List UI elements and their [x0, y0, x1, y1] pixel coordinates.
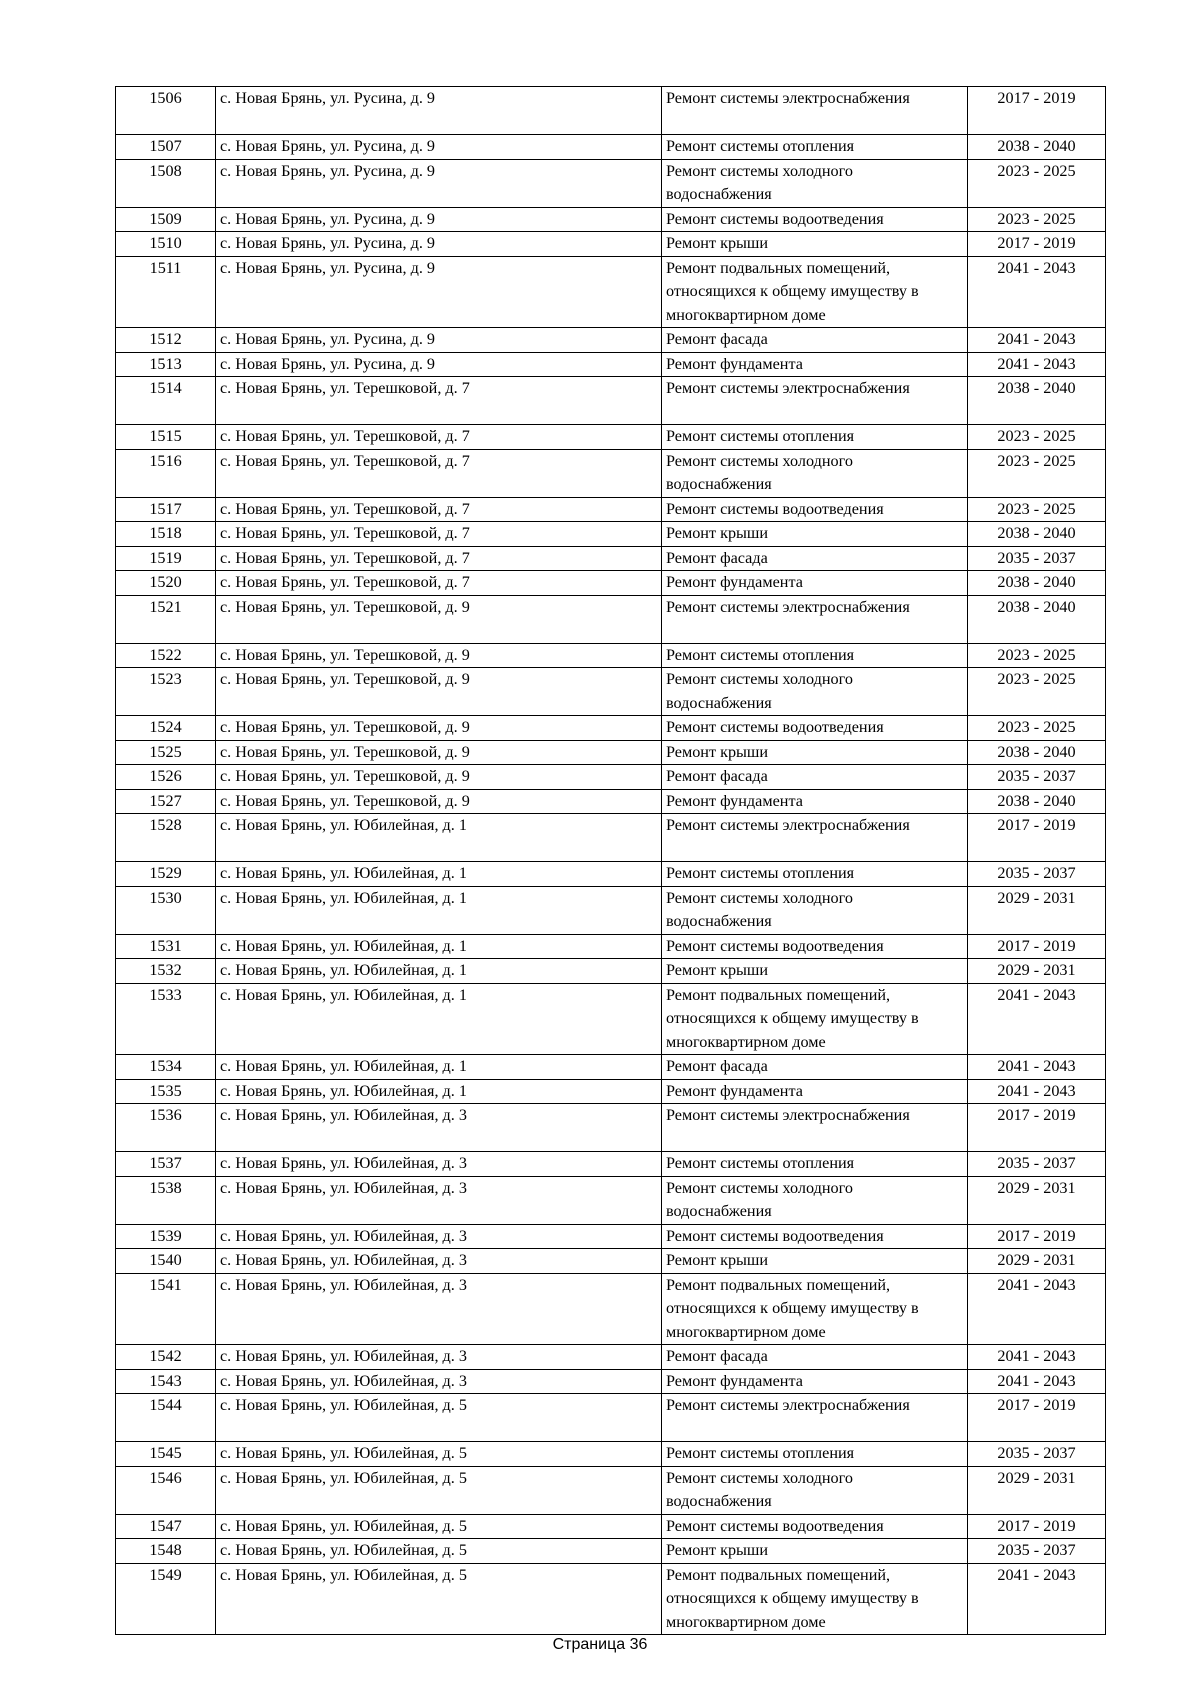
row-number-cell: 1521	[116, 595, 216, 643]
address-cell: с. Новая Брянь, ул. Юбилейная, д. 5	[216, 1442, 662, 1467]
address-cell: с. Новая Брянь, ул. Терешковой, д. 9	[216, 643, 662, 668]
row-number-cell: 1529	[116, 862, 216, 887]
work-type-cell: Ремонт системы водоотведения	[662, 1514, 968, 1539]
row-number-cell: 1519	[116, 546, 216, 571]
period-cell: 2038 - 2040	[968, 740, 1106, 765]
row-number-cell: 1525	[116, 740, 216, 765]
work-type-cell: Ремонт системы отопления	[662, 862, 968, 887]
period-cell: 2041 - 2043	[968, 1369, 1106, 1394]
table-row	[116, 207, 1106, 232]
table-row	[116, 1394, 1106, 1442]
address-cell: с. Новая Брянь, ул. Терешковой, д. 9	[216, 765, 662, 790]
period-cell: 2029 - 2031	[968, 959, 1106, 984]
period-cell: 2029 - 2031	[968, 1249, 1106, 1274]
address-cell: с. Новая Брянь, ул. Русина, д. 9	[216, 328, 662, 353]
row-number-cell: 1535	[116, 1079, 216, 1104]
period-cell: 2035 - 2037	[968, 765, 1106, 790]
row-number-cell: 1516	[116, 449, 216, 497]
work-type-cell: Ремонт системы холодного водоснабжения	[662, 668, 968, 716]
work-type-cell: Ремонт системы холодного водоснабжения	[662, 1176, 968, 1224]
table-row	[116, 1442, 1106, 1467]
row-number-cell: 1511	[116, 256, 216, 328]
period-cell: 2017 - 2019	[968, 1104, 1106, 1152]
address-cell: с. Новая Брянь, ул. Терешковой, д. 7	[216, 449, 662, 497]
work-type-cell: Ремонт системы электроснабжения	[662, 377, 968, 425]
period-cell: 2017 - 2019	[968, 934, 1106, 959]
address-cell: с. Новая Брянь, ул. Юбилейная, д. 5	[216, 1539, 662, 1564]
row-number-cell: 1522	[116, 643, 216, 668]
address-cell: с. Новая Брянь, ул. Русина, д. 9	[216, 352, 662, 377]
address-cell: с. Новая Брянь, ул. Юбилейная, д. 3	[216, 1369, 662, 1394]
work-type-cell: Ремонт системы водоотведения	[662, 497, 968, 522]
period-cell: 2041 - 2043	[968, 328, 1106, 353]
row-number-cell: 1530	[116, 886, 216, 934]
work-type-cell: Ремонт фасада	[662, 1055, 968, 1080]
address-cell: с. Новая Брянь, ул. Терешковой, д. 7	[216, 571, 662, 596]
table-row	[116, 1563, 1106, 1635]
work-type-cell: Ремонт фундамента	[662, 352, 968, 377]
address-cell: с. Новая Брянь, ул. Юбилейная, д. 3	[216, 1345, 662, 1370]
table-row	[116, 983, 1106, 1055]
address-cell: с. Новая Брянь, ул. Юбилейная, д. 1	[216, 814, 662, 862]
period-cell: 2023 - 2025	[968, 668, 1106, 716]
work-type-cell: Ремонт системы водоотведения	[662, 1224, 968, 1249]
work-type-cell: Ремонт подвальных помещений, относящихся к общему имуществу в многоквартирном доме	[662, 983, 968, 1055]
work-type-cell: Ремонт фасада	[662, 765, 968, 790]
table-row	[116, 1369, 1106, 1394]
address-cell: с. Новая Брянь, ул. Юбилейная, д. 1	[216, 934, 662, 959]
work-type-cell: Ремонт фасада	[662, 328, 968, 353]
work-type-cell: Ремонт системы холодного водоснабжения	[662, 159, 968, 207]
work-type-cell: Ремонт крыши	[662, 522, 968, 547]
row-number-cell: 1527	[116, 789, 216, 814]
table-row	[116, 571, 1106, 596]
table-body	[116, 87, 1106, 1635]
work-type-cell: Ремонт системы водоотведения	[662, 207, 968, 232]
address-cell: с. Новая Брянь, ул. Юбилейная, д. 3	[216, 1104, 662, 1152]
row-number-cell: 1541	[116, 1273, 216, 1345]
address-cell: с. Новая Брянь, ул. Русина, д. 9	[216, 207, 662, 232]
row-number-cell: 1528	[116, 814, 216, 862]
period-cell: 2029 - 2031	[968, 1466, 1106, 1514]
table-row	[116, 1466, 1106, 1514]
row-number-cell: 1508	[116, 159, 216, 207]
period-cell: 2023 - 2025	[968, 643, 1106, 668]
work-type-cell: Ремонт крыши	[662, 1249, 968, 1274]
work-type-cell: Ремонт крыши	[662, 740, 968, 765]
row-number-cell: 1518	[116, 522, 216, 547]
work-type-cell: Ремонт фундамента	[662, 1369, 968, 1394]
address-cell: с. Новая Брянь, ул. Юбилейная, д. 3	[216, 1224, 662, 1249]
period-cell: 2041 - 2043	[968, 1273, 1106, 1345]
address-cell: с. Новая Брянь, ул. Юбилейная, д. 3	[216, 1249, 662, 1274]
row-number-cell: 1538	[116, 1176, 216, 1224]
table-row	[116, 765, 1106, 790]
address-cell: с. Новая Брянь, ул. Юбилейная, д. 1	[216, 959, 662, 984]
row-number-cell: 1506	[116, 87, 216, 135]
period-cell: 2041 - 2043	[968, 1055, 1106, 1080]
table-row	[116, 352, 1106, 377]
period-cell: 2038 - 2040	[968, 377, 1106, 425]
address-cell: с. Новая Брянь, ул. Русина, д. 9	[216, 135, 662, 160]
address-cell: с. Новая Брянь, ул. Терешковой, д. 7	[216, 522, 662, 547]
work-type-cell: Ремонт фундамента	[662, 1079, 968, 1104]
table-row	[116, 1539, 1106, 1564]
address-cell: с. Новая Брянь, ул. Юбилейная, д. 5	[216, 1563, 662, 1635]
table-row	[116, 814, 1106, 862]
work-type-cell: Ремонт системы электроснабжения	[662, 1104, 968, 1152]
period-cell: 2038 - 2040	[968, 522, 1106, 547]
row-number-cell: 1544	[116, 1394, 216, 1442]
period-cell: 2029 - 2031	[968, 886, 1106, 934]
row-number-cell: 1514	[116, 377, 216, 425]
table-row	[116, 449, 1106, 497]
table-row	[116, 159, 1106, 207]
table-row	[116, 377, 1106, 425]
period-cell: 2017 - 2019	[968, 1394, 1106, 1442]
row-number-cell: 1523	[116, 668, 216, 716]
table-row	[116, 959, 1106, 984]
address-cell: с. Новая Брянь, ул. Юбилейная, д. 3	[216, 1273, 662, 1345]
table-row	[116, 135, 1106, 160]
row-number-cell: 1517	[116, 497, 216, 522]
address-cell: с. Новая Брянь, ул. Терешковой, д. 7	[216, 377, 662, 425]
work-type-cell: Ремонт системы электроснабжения	[662, 1394, 968, 1442]
address-cell: с. Новая Брянь, ул. Русина, д. 9	[216, 232, 662, 257]
period-cell: 2041 - 2043	[968, 1563, 1106, 1635]
period-cell: 2035 - 2037	[968, 862, 1106, 887]
row-number-cell: 1524	[116, 716, 216, 741]
address-cell: с. Новая Брянь, ул. Терешковой, д. 9	[216, 740, 662, 765]
address-cell: с. Новая Брянь, ул. Юбилейная, д. 1	[216, 886, 662, 934]
table-row	[116, 1345, 1106, 1370]
address-cell: с. Новая Брянь, ул. Терешковой, д. 9	[216, 595, 662, 643]
address-cell: с. Новая Брянь, ул. Юбилейная, д. 3	[216, 1152, 662, 1177]
row-number-cell: 1512	[116, 328, 216, 353]
address-cell: с. Новая Брянь, ул. Терешковой, д. 9	[216, 716, 662, 741]
address-cell: с. Новая Брянь, ул. Терешковой, д. 7	[216, 425, 662, 450]
table-row	[116, 1152, 1106, 1177]
row-number-cell: 1509	[116, 207, 216, 232]
row-number-cell: 1543	[116, 1369, 216, 1394]
period-cell: 2035 - 2037	[968, 1442, 1106, 1467]
row-number-cell: 1540	[116, 1249, 216, 1274]
period-cell: 2035 - 2037	[968, 546, 1106, 571]
address-cell: с. Новая Брянь, ул. Терешковой, д. 7	[216, 497, 662, 522]
page-number: Страница 36	[552, 1636, 648, 1653]
work-type-cell: Ремонт крыши	[662, 232, 968, 257]
address-cell: с. Новая Брянь, ул. Русина, д. 9	[216, 159, 662, 207]
work-type-cell: Ремонт подвальных помещений, относящихся к общему имуществу в многоквартирном доме	[662, 1273, 968, 1345]
period-cell: 2038 - 2040	[968, 595, 1106, 643]
row-number-cell: 1510	[116, 232, 216, 257]
address-cell: с. Новая Брянь, ул. Русина, д. 9	[216, 87, 662, 135]
work-type-cell: Ремонт системы отопления	[662, 643, 968, 668]
row-number-cell: 1539	[116, 1224, 216, 1249]
work-type-cell: Ремонт подвальных помещений, относящихся к общему имуществу в многоквартирном доме	[662, 1563, 968, 1635]
address-cell: с. Новая Брянь, ул. Терешковой, д. 7	[216, 546, 662, 571]
period-cell: 2017 - 2019	[968, 814, 1106, 862]
work-type-cell: Ремонт системы холодного водоснабжения	[662, 1466, 968, 1514]
table-row	[116, 1249, 1106, 1274]
work-type-cell: Ремонт системы отопления	[662, 1152, 968, 1177]
table-row	[116, 232, 1106, 257]
work-type-cell: Ремонт крыши	[662, 959, 968, 984]
work-type-cell: Ремонт системы водоотведения	[662, 934, 968, 959]
row-number-cell: 1534	[116, 1055, 216, 1080]
table-row	[116, 716, 1106, 741]
table-row	[116, 1079, 1106, 1104]
row-number-cell: 1549	[116, 1563, 216, 1635]
period-cell: 2017 - 2019	[968, 1514, 1106, 1539]
row-number-cell: 1542	[116, 1345, 216, 1370]
table-row	[116, 1176, 1106, 1224]
period-cell: 2038 - 2040	[968, 571, 1106, 596]
work-type-cell: Ремонт системы электроснабжения	[662, 814, 968, 862]
work-type-cell: Ремонт крыши	[662, 1539, 968, 1564]
table-row	[116, 546, 1106, 571]
address-cell: с. Новая Брянь, ул. Терешковой, д. 9	[216, 789, 662, 814]
row-number-cell: 1507	[116, 135, 216, 160]
work-type-cell: Ремонт системы холодного водоснабжения	[662, 449, 968, 497]
table-row	[116, 1224, 1106, 1249]
address-cell: с. Новая Брянь, ул. Юбилейная, д. 1	[216, 1055, 662, 1080]
work-type-cell: Ремонт системы водоотведения	[662, 716, 968, 741]
row-number-cell: 1537	[116, 1152, 216, 1177]
work-type-cell: Ремонт системы холодного водоснабжения	[662, 886, 968, 934]
table-row	[116, 1055, 1106, 1080]
period-cell: 2017 - 2019	[968, 1224, 1106, 1249]
address-cell: с. Новая Брянь, ул. Юбилейная, д. 1	[216, 1079, 662, 1104]
address-cell: с. Новая Брянь, ул. Юбилейная, д. 5	[216, 1394, 662, 1442]
period-cell: 2017 - 2019	[968, 232, 1106, 257]
document-page	[115, 86, 1105, 1635]
period-cell: 2041 - 2043	[968, 1345, 1106, 1370]
work-type-cell: Ремонт системы отопления	[662, 135, 968, 160]
work-type-cell: Ремонт системы отопления	[662, 1442, 968, 1467]
period-cell: 2035 - 2037	[968, 1539, 1106, 1564]
table-row	[116, 862, 1106, 887]
repair-schedule-table	[115, 86, 1106, 1635]
table-row	[116, 425, 1106, 450]
work-type-cell: Ремонт фасада	[662, 546, 968, 571]
row-number-cell: 1526	[116, 765, 216, 790]
row-number-cell: 1531	[116, 934, 216, 959]
table-row	[116, 1514, 1106, 1539]
period-cell: 2023 - 2025	[968, 497, 1106, 522]
work-type-cell: Ремонт системы электроснабжения	[662, 595, 968, 643]
period-cell: 2023 - 2025	[968, 159, 1106, 207]
address-cell: с. Новая Брянь, ул. Юбилейная, д. 5	[216, 1466, 662, 1514]
table-row	[116, 643, 1106, 668]
table-row	[116, 595, 1106, 643]
address-cell: с. Новая Брянь, ул. Юбилейная, д. 3	[216, 1176, 662, 1224]
table-row	[116, 740, 1106, 765]
row-number-cell: 1546	[116, 1466, 216, 1514]
period-cell: 2038 - 2040	[968, 135, 1106, 160]
address-cell: с. Новая Брянь, ул. Терешковой, д. 9	[216, 668, 662, 716]
row-number-cell: 1547	[116, 1514, 216, 1539]
work-type-cell: Ремонт фундамента	[662, 571, 968, 596]
period-cell: 2029 - 2031	[968, 1176, 1106, 1224]
period-cell: 2041 - 2043	[968, 1079, 1106, 1104]
work-type-cell: Ремонт системы электроснабжения	[662, 87, 968, 135]
period-cell: 2023 - 2025	[968, 449, 1106, 497]
period-cell: 2041 - 2043	[968, 983, 1106, 1055]
period-cell: 2041 - 2043	[968, 352, 1106, 377]
table-row	[116, 886, 1106, 934]
row-number-cell: 1520	[116, 571, 216, 596]
address-cell: с. Новая Брянь, ул. Юбилейная, д. 5	[216, 1514, 662, 1539]
address-cell: с. Новая Брянь, ул. Русина, д. 9	[216, 256, 662, 328]
row-number-cell: 1513	[116, 352, 216, 377]
period-cell: 2038 - 2040	[968, 789, 1106, 814]
work-type-cell: Ремонт подвальных помещений, относящихся к общему имуществу в многоквартирном доме	[662, 256, 968, 328]
row-number-cell: 1533	[116, 983, 216, 1055]
period-cell: 2017 - 2019	[968, 87, 1106, 135]
table-row	[116, 668, 1106, 716]
work-type-cell: Ремонт фасада	[662, 1345, 968, 1370]
table-row	[116, 256, 1106, 328]
row-number-cell: 1515	[116, 425, 216, 450]
row-number-cell: 1532	[116, 959, 216, 984]
period-cell: 2023 - 2025	[968, 716, 1106, 741]
row-number-cell: 1545	[116, 1442, 216, 1467]
table-row	[116, 522, 1106, 547]
table-row	[116, 328, 1106, 353]
work-type-cell: Ремонт фундамента	[662, 789, 968, 814]
table-row	[116, 497, 1106, 522]
work-type-cell: Ремонт системы отопления	[662, 425, 968, 450]
row-number-cell: 1548	[116, 1539, 216, 1564]
address-cell: с. Новая Брянь, ул. Юбилейная, д. 1	[216, 862, 662, 887]
table-row	[116, 87, 1106, 135]
table-row	[116, 1273, 1106, 1345]
period-cell: 2023 - 2025	[968, 207, 1106, 232]
period-cell: 2035 - 2037	[968, 1152, 1106, 1177]
table-row	[116, 789, 1106, 814]
table-row	[116, 934, 1106, 959]
period-cell: 2023 - 2025	[968, 425, 1106, 450]
period-cell: 2041 - 2043	[968, 256, 1106, 328]
address-cell: с. Новая Брянь, ул. Юбилейная, д. 1	[216, 983, 662, 1055]
row-number-cell: 1536	[116, 1104, 216, 1152]
table-row	[116, 1104, 1106, 1152]
